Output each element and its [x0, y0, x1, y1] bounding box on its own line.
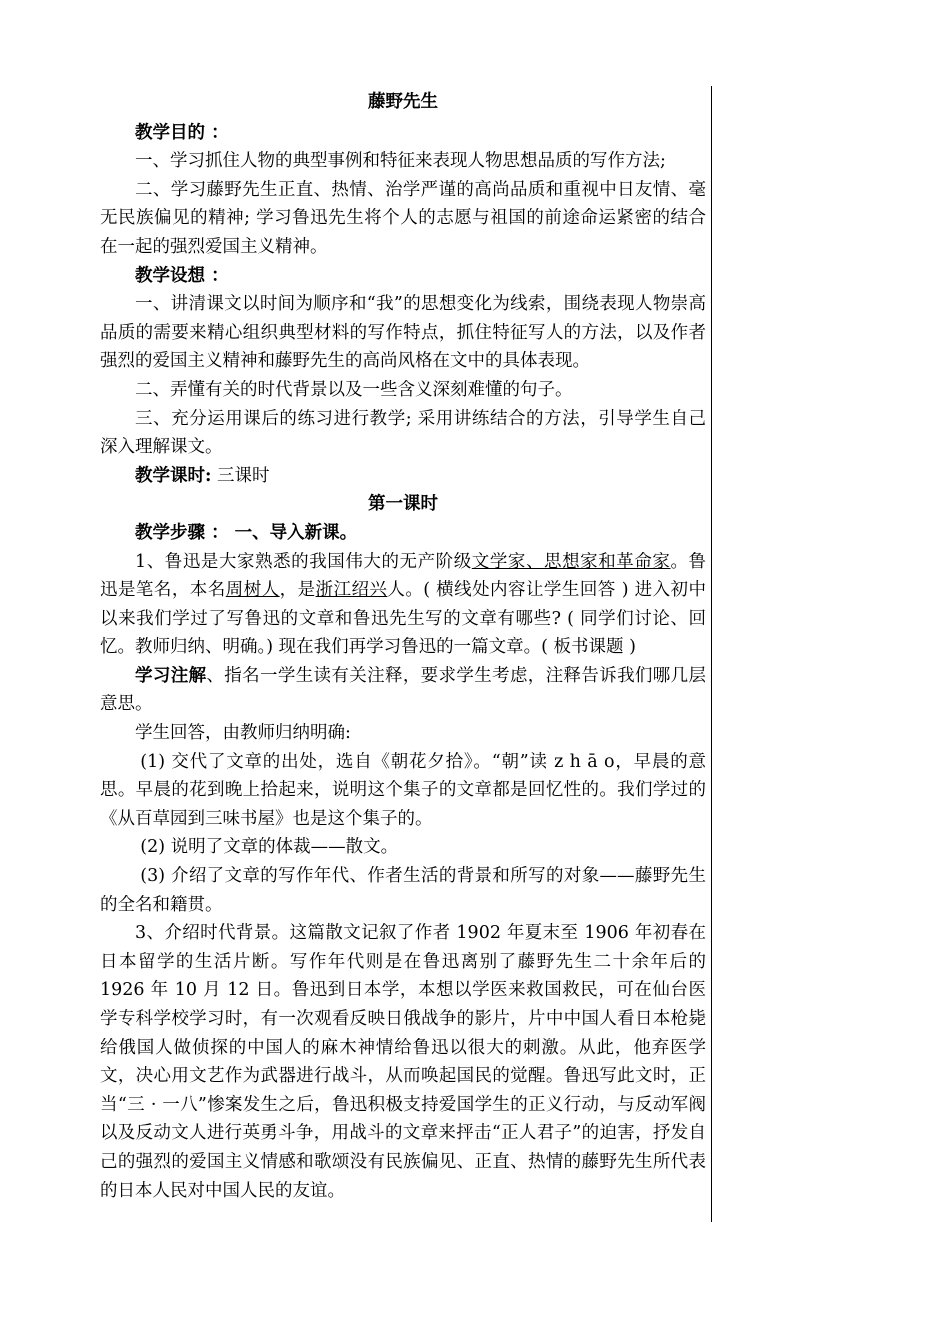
hours-label: 教学课时:: [135, 465, 212, 486]
lesson-plan-document: [100, 88, 706, 1205]
point-3: (3) 介绍了文章的写作年代、作者生活的背景和所写的对象——藤野先生的全名和籍贯。: [100, 866, 706, 915]
notes-text: 、指名一学生读有关注释，要求学生考虑，注释告诉我们哪几层意思。: [100, 665, 707, 715]
aims-heading: 教学目的 ：: [135, 122, 229, 143]
hours-line: [100, 462, 706, 491]
concept-item-2: 二、弄懂有关的时代背景以及一些含义深刻难懂的句子。: [135, 379, 573, 400]
notes-label: 学习注解: [135, 665, 207, 686]
intro-underline-3: 浙江绍兴: [315, 580, 388, 601]
notes-paragraph: [100, 662, 706, 719]
intro-underline-1: 文学家、思想家和革命家: [471, 551, 671, 572]
document-title: 藤野先生: [368, 92, 438, 112]
steps-heading: 教学步骤 ： 一、导入新课。: [135, 522, 358, 543]
aims-item-2: 二、学习藤野先生正直、热情、治学严谨的高尚品质和重视中日友情、毫无民族偏见的精神; 学习鲁迅先生将个人的志愿与祖国的前途命运紧密的结合在一起的强烈爱国主义精神。: [100, 179, 706, 257]
background-paragraph: 3、介绍时代背景。这篇散文记叙了作者 1902 年夏末至 1906 年初春在日本留学的生活片断。写作年代则是在鲁迅离别了藤野先生二十余年后的 1926 年 10 月 12 日。鲁迅到日本学，本想以学医来救国救民，可在仙台医学专科学校学习时，有一次观看反映日俄战争的影片，片中中国人看日本枪毙给俄国人做侦探的中国人的麻木神情给鲁迅以很大的刺激。从此，他弃医学文，决心用文艺作为武器进行战斗，从而唤起国民的觉醒。鲁迅写此文时，正当“三 · 一八”惨案发生之后，鲁迅积极支持爱国学生的正义行动，与反动军阀以及反动文人进行英勇斗争，用战斗的文章来抨击“正人君子”的迫害，抒发自己的强烈的爱国主义情感和歌颂没有民族偏见、正直、热情的藤野先生所代表的日本人民对中国人民的友谊。: [100, 923, 706, 1201]
concept-item-3: 三、充分运用课后的练习进行教学; 采用讲练结合的方法，引导学生自己深入理解课文。: [100, 408, 706, 458]
intro-underline-2: 周树人: [225, 580, 280, 601]
concept-heading: 教学设想 ：: [135, 265, 229, 286]
intro-paragraph: [100, 548, 706, 662]
point-1: (1) 交代了文章的出处，选自《朝花夕拾》。“朝”读 z h ā o，早晨的意思。早晨的花到晚上拾起来，说明这个集子的文章都是回忆性的。我们学过的《从百草园到三味书屋》也是这个集子的。: [100, 751, 706, 829]
hours-value: 三课时: [211, 465, 270, 486]
lesson1-title: 第一课时: [368, 494, 438, 515]
aims-item-1: 一、学习抓住人物的典型事例和特征来表现人物思想品质的写作方法;: [135, 151, 666, 172]
intro-text-3: ，是: [279, 580, 316, 601]
intro-text-2: 。鲁迅是笔名，本名: [100, 551, 707, 601]
point-2: (2) 说明了文章的体裁——散文。: [140, 837, 399, 858]
intro-text-4: 人。( 横线处内容让学生回答 ) 进入初中以来我们学过了写鲁迅的文章和鲁迅先生写的文章有哪些? ( 同学们讨论、回忆。教师归纳、明确。) 现在我们再学习鲁迅的一篇文章。( 板书课题 ): [100, 580, 707, 658]
intro-text-1: 1、鲁迅是大家熟悉的我国伟大的无产阶级: [135, 551, 472, 572]
answer-lead: 学生回答，由教师归纳明确:: [135, 723, 351, 744]
table-right-border: [711, 86, 712, 1222]
concept-item-1: 一、讲清课文以时间为顺序和“我”的思想变化为线索，围绕表现人物崇高品质的需要来精心组织典型材料的写作特点，抓住特征写人的方法，以及作者强烈的爱国主义精神和藤野先生的高尚风格在文中的具体表现。: [100, 294, 706, 372]
